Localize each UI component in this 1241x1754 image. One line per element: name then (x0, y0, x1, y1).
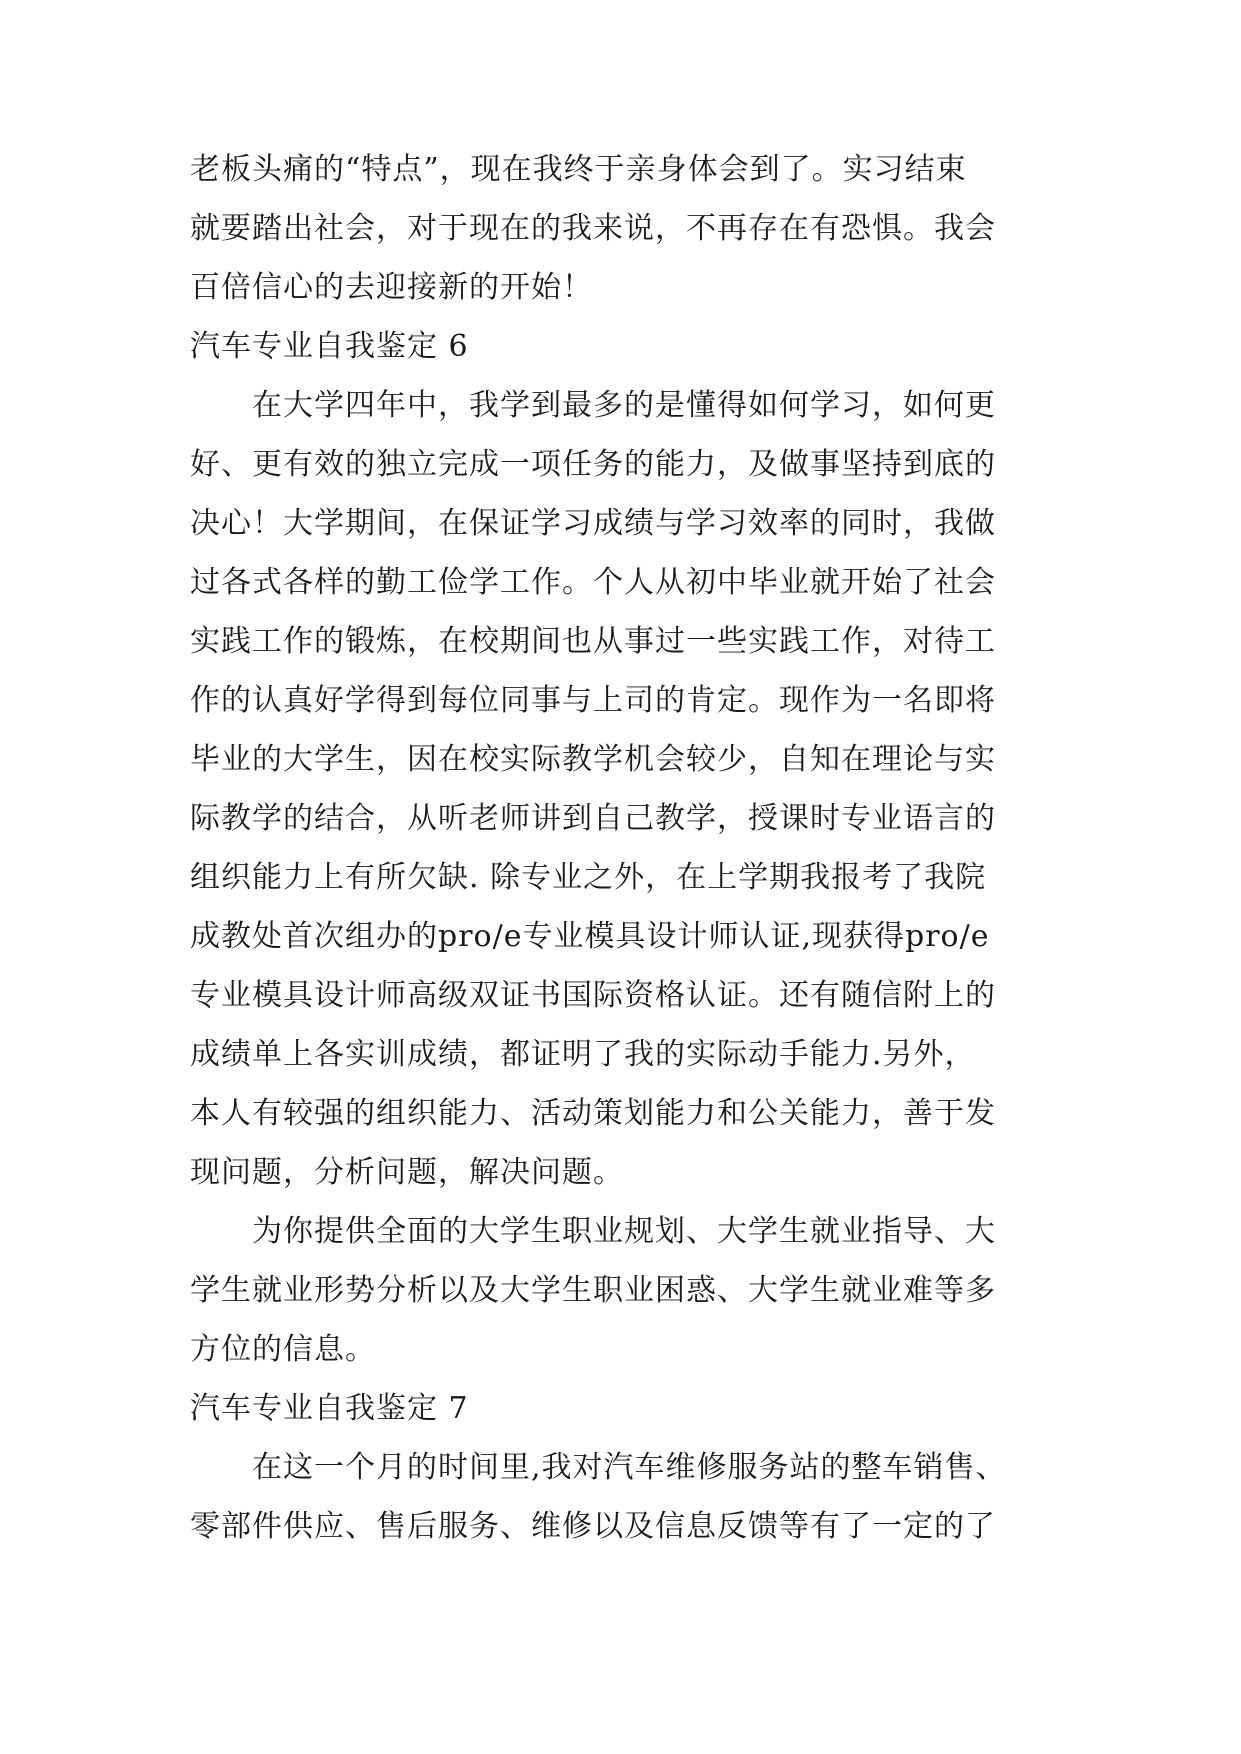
section-heading: 汽车专业自我鉴定 6 (190, 329, 469, 364)
paragraph-line: 就要踏出社会，对于现在的我来说，不再存在有恐惧。我会 (190, 211, 996, 246)
paragraph-line: 本人有较强的组织能力、活动策划能力和公关能力，善于发 (190, 1096, 996, 1131)
paragraph-line: 组织能力上有所欠缺. 除专业之外，在上学期我报考了我院 (190, 860, 987, 895)
paragraph-line: 专业模具设计师高级双证书国际资格认证。还有随信附上的 (190, 978, 996, 1013)
paragraph-line: 过各式各样的勤工俭学工作。个人从初中毕业就开始了社会 (190, 565, 996, 600)
paragraph-line: 零部件供应、售后服务、维修以及信息反馈等有了一定的了 (190, 1509, 996, 1544)
paragraph-line: 在这一个月的时间里,我对汽车维修服务站的整车销售、 (252, 1450, 1007, 1485)
paragraph-line: 好、更有效的独立完成一项任务的能力，及做事坚持到底的 (190, 447, 996, 482)
paragraph-line: 毕业的大学生，因在校实际教学机会较少，自知在理论与实 (190, 742, 996, 777)
paragraph-line: 方位的信息。 (190, 1332, 376, 1367)
paragraph-line: 现问题，分析问题，解决问题。 (190, 1155, 624, 1190)
section-heading: 汽车专业自我鉴定 7 (190, 1391, 469, 1426)
paragraph-line: 成教处首次组办的pro/e专业模具设计师认证,现获得pro/e (190, 919, 990, 954)
paragraph-line: 百倍信心的去迎接新的开始！ (190, 270, 593, 305)
paragraph-line: 老板头痛的“特点”，现在我终于亲身体会到了。实习结束 (190, 152, 967, 187)
paragraph-line: 作的认真好学得到每位同事与上司的肯定。现作为一名即将 (190, 683, 996, 718)
paragraph-line: 实践工作的锻炼，在校期间也从事过一些实践工作，对待工 (190, 624, 996, 659)
paragraph-line: 成绩单上各实训成绩，都证明了我的实际动手能力.另外， (190, 1037, 976, 1072)
paragraph-line: 学生就业形势分析以及大学生职业困惑、大学生就业难等多 (190, 1273, 996, 1308)
paragraph-line: 为你提供全面的大学生职业规划、大学生就业指导、大 (252, 1214, 996, 1249)
paragraph-line: 决心！大学期间，在保证学习成绩与学习效率的同时，我做 (190, 506, 996, 541)
paragraph-line: 在大学四年中，我学到最多的是懂得如何学习，如何更 (252, 388, 996, 423)
paragraph-line: 际教学的结合，从听老师讲到自己教学，授课时专业语言的 (190, 801, 996, 836)
